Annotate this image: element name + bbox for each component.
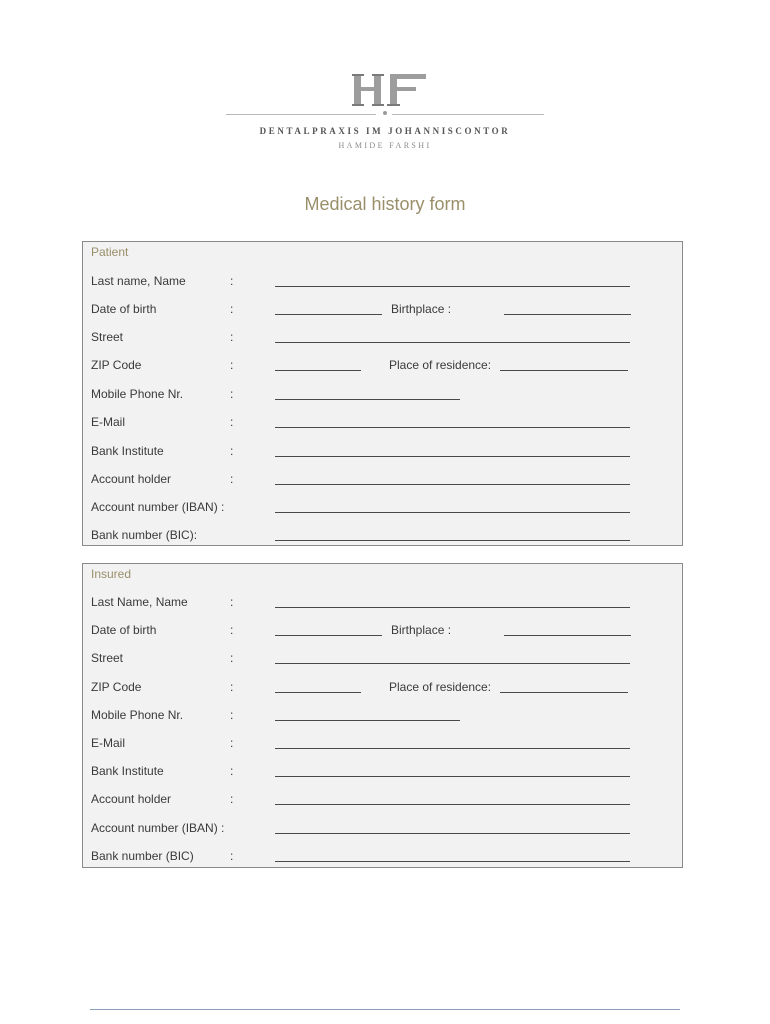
hf-monogram-icon [352, 70, 432, 110]
logo-divider-dot [383, 111, 387, 115]
section-heading: Patient [91, 245, 129, 259]
birthplace-field[interactable] [504, 635, 631, 636]
field-label: Account number (IBAN) : [91, 500, 225, 514]
field-label: Bank Institute [91, 764, 164, 778]
bank-field[interactable] [275, 776, 630, 777]
email-row [83, 415, 684, 433]
field-label: E-Mail [91, 736, 126, 750]
last-name-row [83, 274, 684, 292]
colon: : [230, 623, 234, 637]
colon: : [230, 330, 234, 344]
zip-field[interactable] [275, 370, 361, 371]
logo-divider-right [392, 114, 544, 115]
field-label: E-Mail [91, 415, 126, 429]
birthplace-label: Birthplace : [391, 623, 452, 637]
dob-field[interactable] [275, 314, 382, 315]
dentist-name: HAMIDE FARSHI [338, 141, 432, 150]
field-label: Last Name, Name [91, 595, 188, 609]
iban-field[interactable] [275, 512, 630, 513]
email-field[interactable] [275, 427, 630, 428]
residence-label: Place of residence: [389, 680, 492, 694]
birthplace-field[interactable] [504, 314, 631, 315]
street-row [83, 330, 684, 348]
holder-field[interactable] [275, 484, 630, 485]
iban-field[interactable] [275, 833, 630, 834]
field-label: Account holder [91, 792, 172, 806]
holder-row [83, 792, 684, 810]
colon: : [230, 274, 234, 288]
dob-field[interactable] [275, 635, 382, 636]
mobile-field[interactable] [275, 720, 460, 721]
footer-divider [90, 1009, 680, 1010]
colon: : [230, 415, 234, 429]
practice-name: DENTALPRAXIS IM JOHANNISCONTOR [259, 126, 511, 136]
field-label: Mobile Phone Nr. [91, 708, 184, 722]
colon: : [230, 651, 234, 665]
mobile-field[interactable] [275, 399, 460, 400]
colon: : [230, 792, 234, 806]
bic-row [83, 849, 684, 867]
field-label: Bank number (BIC): [91, 528, 198, 542]
bank-field[interactable] [275, 456, 630, 457]
field-label: Mobile Phone Nr. [91, 387, 184, 401]
field-label: Street [91, 330, 124, 344]
insured-section [82, 563, 683, 868]
holder-field[interactable] [275, 804, 630, 805]
field-label: ZIP Code [91, 358, 142, 372]
iban-row [83, 500, 684, 518]
colon: : [230, 302, 234, 316]
residence-field[interactable] [500, 692, 628, 693]
field-label: Date of birth [91, 623, 157, 637]
last-name-field[interactable] [275, 286, 630, 287]
residence-field[interactable] [500, 370, 628, 371]
colon: : [230, 387, 234, 401]
colon: : [230, 472, 234, 486]
last-name-field[interactable] [275, 607, 630, 608]
mobile-row [83, 708, 684, 726]
field-label: Street [91, 651, 124, 665]
email-row [83, 736, 684, 754]
bic-field[interactable] [275, 861, 630, 862]
field-label: Account holder [91, 472, 172, 486]
bank-row [83, 764, 684, 782]
dob-row [83, 302, 684, 320]
bic-row [83, 528, 684, 546]
form-title: Medical history form [304, 194, 466, 214]
birthplace-label: Birthplace : [391, 302, 452, 316]
zip-row [83, 358, 684, 376]
zip-field[interactable] [275, 692, 361, 693]
dob-row [83, 623, 684, 641]
colon: : [230, 358, 234, 372]
patient-section [82, 241, 683, 546]
field-label: Account number (IBAN) : [91, 821, 225, 835]
residence-label: Place of residence: [389, 358, 492, 372]
mobile-row [83, 387, 684, 405]
field-label: ZIP Code [91, 680, 142, 694]
zip-row [83, 680, 684, 698]
last-name-row [83, 595, 684, 613]
holder-row [83, 472, 684, 490]
street-field[interactable] [275, 663, 630, 664]
field-label: Last name, Name [91, 274, 186, 288]
colon: : [230, 595, 234, 609]
logo-divider-left [226, 114, 376, 115]
street-row [83, 651, 684, 669]
iban-row [83, 821, 684, 839]
bank-row [83, 444, 684, 462]
colon: : [230, 736, 234, 750]
colon: : [230, 708, 234, 722]
field-label: Bank number (BIC) [91, 849, 194, 863]
email-field[interactable] [275, 748, 630, 749]
colon: : [230, 444, 234, 458]
section-heading: Insured [91, 567, 132, 581]
bic-field[interactable] [275, 540, 630, 541]
field-label: Bank Institute [91, 444, 164, 458]
colon: : [230, 680, 234, 694]
colon: : [230, 764, 234, 778]
colon: : [230, 849, 234, 863]
practice-logo [0, 66, 770, 156]
field-label: Date of birth [91, 302, 157, 316]
street-field[interactable] [275, 342, 630, 343]
